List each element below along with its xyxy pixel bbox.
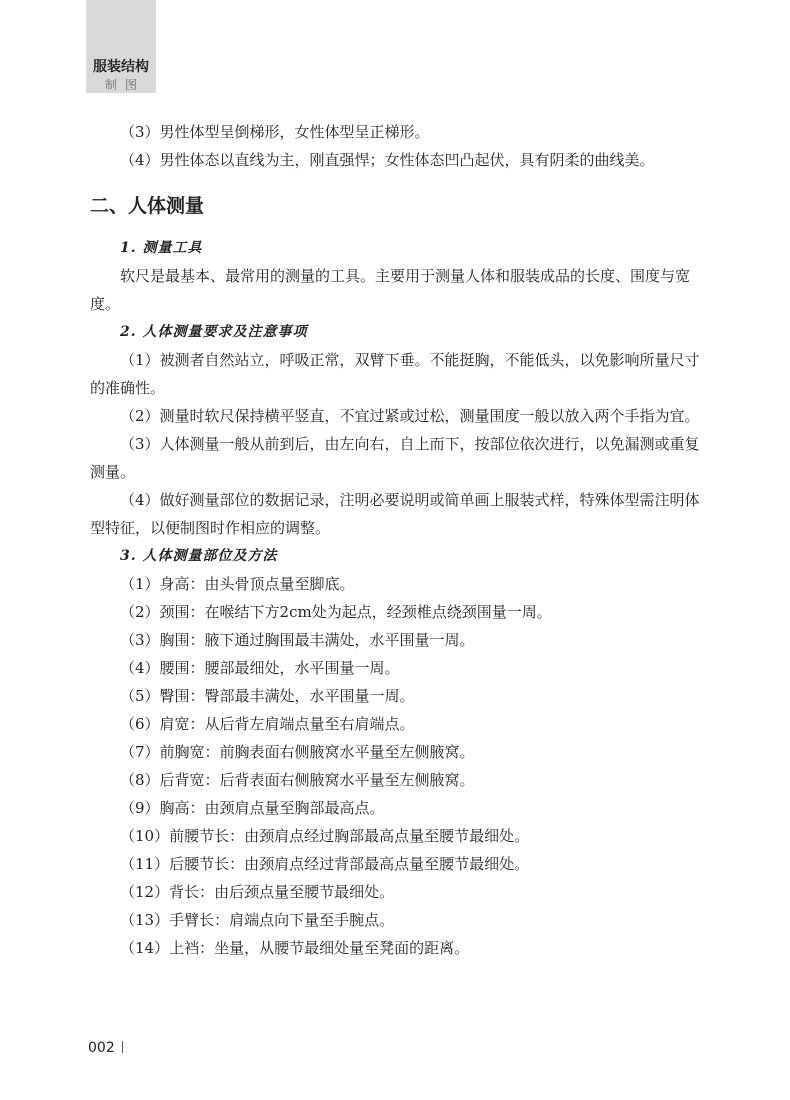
paragraph-tools: 软尺是最基本、最常用的测量的工具。主要用于测量人体和服装成品的长度、围度与宽度。 <box>90 267 691 313</box>
subsection-title-requirements: 2. 人体测量要求及注意事项 <box>120 324 308 340</box>
list-item: （9）胸高：由颈肩点量至胸部最高点。 <box>120 799 385 817</box>
list-item: （3）胸围：腋下通过胸围最丰满处，水平围量一周。 <box>120 631 475 649</box>
subsection-title-methods: 3. 人体测量部位及方法 <box>120 548 278 564</box>
list-item: （4）做好测量部位的数据记录，注明必要说明或简单画上服装式样，特殊体型需注明体型特征，以便制图时作相应的调整。 <box>90 491 700 537</box>
list-item: （2）颈围：在喉结下方2cm处为起点，经颈椎点绕颈围量一周。 <box>120 603 552 621</box>
list-item: （5）臀围：臀部最丰满处，水平围量一周。 <box>120 687 415 705</box>
header-tab <box>86 0 156 93</box>
subsection-title-tools: 1. 测量工具 <box>120 240 203 256</box>
list-item: （12）背长：由后颈点量至腰节最细处。 <box>120 883 395 901</box>
list-item: （3）人体测量一般从前到后，由左向右，自上而下，按部位依次进行，以免漏测或重复测量。 <box>90 435 700 481</box>
book-subtitle: 制图 <box>104 78 145 92</box>
list-item: （7）前胸宽：前胸表面右侧腋窝水平量至左侧腋窝。 <box>120 743 475 761</box>
list-item: （1）身高：由头骨顶点量至脚底。 <box>120 575 355 593</box>
intro-item: （3）男性体型呈倒梯形，女性体型呈正梯形。 <box>120 123 430 141</box>
page-footer <box>88 1040 123 1056</box>
intro-item: （4）男性体态以直线为主，刚直强悍；女性体态凹凸起伏，具有阴柔的曲线美。 <box>120 151 655 169</box>
list-item: （13）手臂长：肩端点向下量至手腕点。 <box>120 911 395 929</box>
page-number: 002 <box>88 1040 115 1056</box>
section-title: 二、人体测量 <box>90 195 205 217</box>
book-title: 服装结构 <box>93 59 149 75</box>
list-item: （1）被测者自然站立，呼吸正常，双臂下垂。不能挺胸，不能低头，以免影响所量尺寸的准确性。 <box>90 351 700 397</box>
list-item: （11）后腰节长：由颈肩点经过背部最高点量至腰节最细处。 <box>120 855 530 873</box>
page-content <box>90 118 702 962</box>
list-item: （4）腰围：腰部最细处，水平围量一周。 <box>120 659 400 677</box>
list-item: （14）上裆：坐量，从腰节最细处量至凳面的距离。 <box>120 939 470 957</box>
list-item: （8）后背宽：后背表面右侧腋窝水平量至左侧腋窝。 <box>120 771 475 789</box>
list-item: （6）肩宽：从后背左肩端点量至右肩端点。 <box>120 715 415 733</box>
list-item: （10）前腰节长：由颈肩点经过胸部最高点量至腰节最细处。 <box>120 827 530 845</box>
list-item: （2）测量时软尺保持横平竖直，不宜过紧或过松，测量围度一般以放入两个手指为宜。 <box>120 407 700 425</box>
footer-divider <box>122 1041 123 1053</box>
